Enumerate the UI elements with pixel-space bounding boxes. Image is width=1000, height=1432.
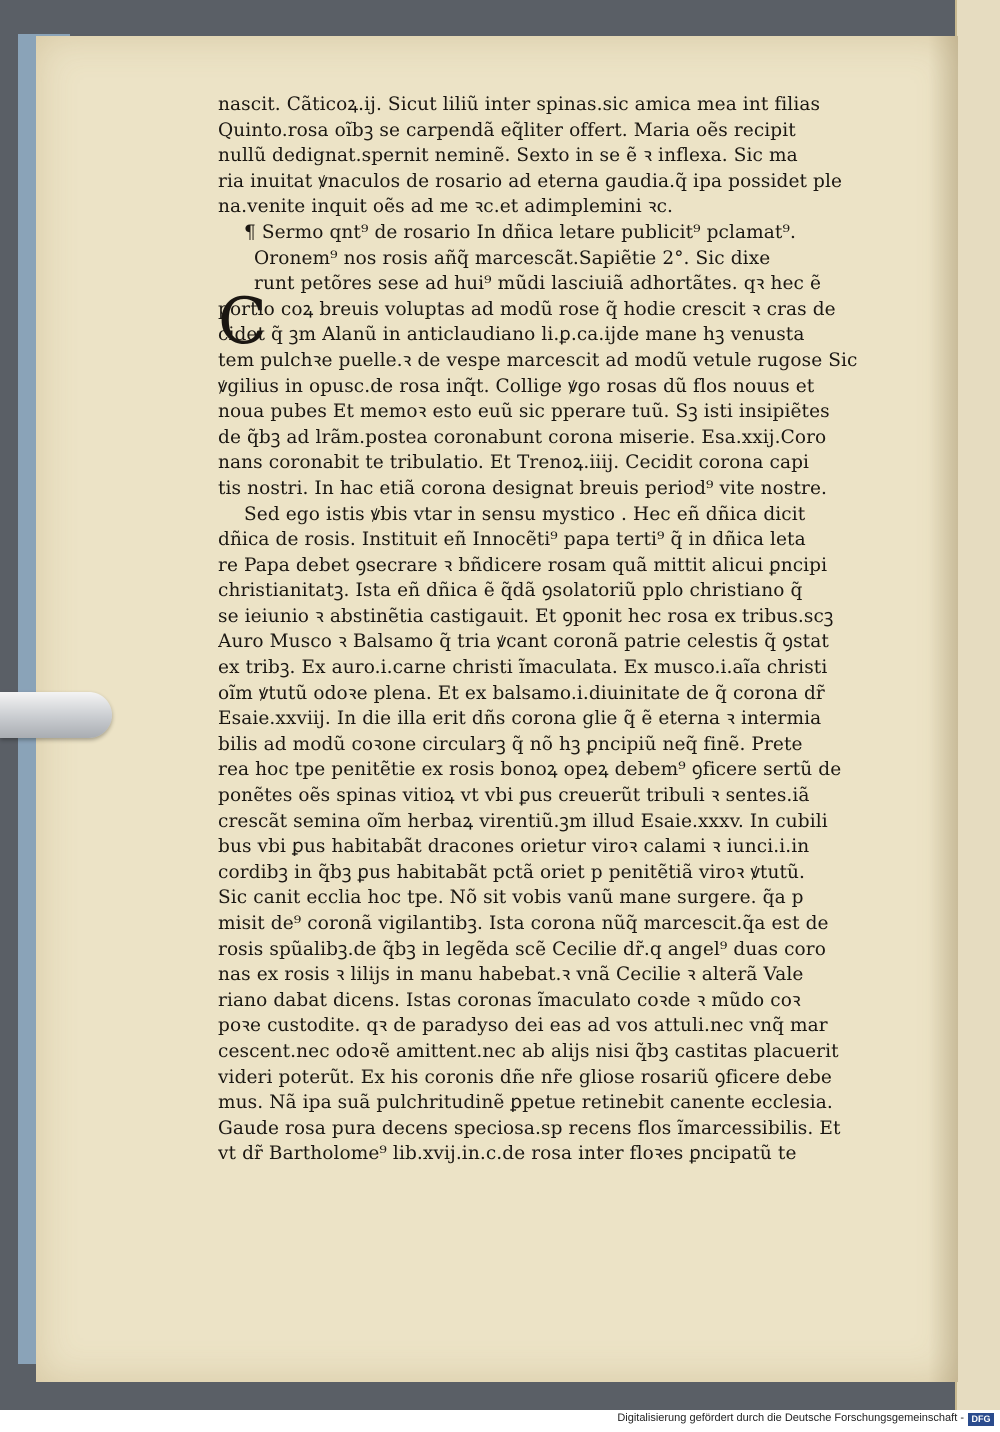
text-line: rosis spũalibꝫ.de q̃bꝫ in legẽda scẽ Cecilie dr̃.q angel⁹ duas coro bbox=[218, 938, 826, 960]
text-line: nascit. Cãticoꝝ.ij. Sicut liliũ inter spinas.sic amica mea int filias bbox=[218, 94, 821, 115]
text-line: portio coꝝ breuis voluptas ad modũ rose q̃ hodie crescit ꝛ cras de bbox=[218, 298, 836, 320]
text-line: nans coronabit te tribulatio. Et Trenoꝝ.iiij. Cecidit corona capi bbox=[218, 452, 810, 474]
text-column bbox=[218, 92, 878, 1167]
pointer-weight-object bbox=[0, 692, 112, 738]
text-line: dñica de rosis. Instituit eñ Innocẽti⁹ papa terti⁹ q̃ in dñica leta bbox=[218, 529, 806, 551]
funding-credit: Digitalisierung gefördert durch die Deutsche Forschungsgemeinschaft - bbox=[617, 1412, 964, 1424]
facing-page-edge bbox=[955, 0, 1000, 1410]
text-line: se ieiunio ꝛ abstinẽtia castigauit. Et ꝯponit hec rosa ex tribus.scꝫ bbox=[218, 605, 834, 627]
text-line: tem pulchꝛe puelle.ꝛ de vespe marcescit ad modũ vetule rugose Sic bbox=[218, 349, 858, 371]
text-line: tis nostri. In hac etiã corona designat breuis period⁹ vite nostre. bbox=[218, 477, 827, 499]
text-line: riano dabat dicens. Istas coronas ĩmaculato coꝛde ꝛ mũdo coꝛ bbox=[218, 989, 801, 1011]
text-line: noua pubes Et memoꝛ esto euũ sic pperare tuũ. Sꝫ isti insipiẽtes bbox=[218, 401, 830, 423]
text-line: rea hoc tpe penitẽtie ex rosis bonoꝝ opeꝝ debem⁹ ꝯficere sertũ de bbox=[218, 759, 842, 781]
text-line: christianitatꝫ. Ista eñ dñica ẽ q̃dã ꝯsolatoriũ pplo christiano q̃ bbox=[218, 580, 803, 602]
page-gutter-shadow bbox=[928, 36, 958, 1382]
text-line: Quinto.rosa oĩbꝫ se carpendã eq̃liter offert. Maria oẽs recipit bbox=[218, 119, 796, 141]
dfg-logo: DFG bbox=[968, 1413, 994, 1426]
text-line: runt petõres sese ad hui⁹ mũdi lasciuiã adhortãtes. qꝛ hec ẽ bbox=[254, 273, 822, 295]
text-line: de q̃bꝫ ad lrãm.postea coronabunt corona miserie. Esa.xxij.Coro bbox=[218, 426, 827, 448]
text-line: Oronem⁹ nos rosis añq̃ marcescãt.Sapiẽtie 2°. Sic dixe bbox=[254, 247, 771, 269]
text-line: cescent.nec odoꝛẽ amittent.nec ab alijs nisi q̃bꝫ castitas placuerit bbox=[218, 1040, 839, 1062]
text-line: Gaude rosa pura decens speciosa.sp recens flos ĩmarcessibilis. Et bbox=[218, 1117, 841, 1139]
text-line: nullũ dedignat.spernit neminẽ. Sexto in se ẽ ꝛ inflexa. Sic ma bbox=[218, 145, 798, 167]
text-line: nas ex rosis ꝛ lilijs in manu habebat.ꝛ vnã Cecilie ꝛ alterã Vale bbox=[218, 964, 804, 986]
text-line: ex tribꝫ. Ex auro.i.carne christi ĩmaculata. Ex musco.i.aĩa christi bbox=[218, 657, 828, 679]
text-line: re Papa debet ꝯsecrare ꝛ bñdicere rosam quã mittit alicui ꝑncipi bbox=[218, 554, 828, 576]
text-line: cordibꝫ in q̃bꝫ ꝑus habitabãt pctã oriet p penitẽtiã viroꝛ ꝟtutũ. bbox=[218, 861, 806, 883]
text-line: ponẽtes oẽs spinas vitioꝝ vt vbi ꝑus creuerũt tribuli ꝛ sentes.iã bbox=[218, 785, 810, 807]
text-line: mus. Nã ipa suã pulchritudinẽ ꝑpetue retinebit canente ecclesia. bbox=[218, 1092, 833, 1114]
text-line: Auro Musco ꝛ Balsamo q̃ tria ꝟcant coronã patrie celestis q̃ ꝯstat bbox=[218, 631, 829, 653]
drop-initial: C bbox=[218, 285, 267, 359]
text-line: Sed ego istis ꝟbis vtar in sensu mystico . Hec eñ dñica dicit bbox=[244, 503, 806, 525]
text-line: misit de⁹ coronã vigilantibꝫ. Ista corona nũq̃ marcescit.q̃a est de bbox=[218, 913, 829, 934]
text-line: na.venite inquit oẽs ad me ꝛc.et adimplemini ꝛc. bbox=[218, 196, 674, 218]
text-line: ꝟgilius in opusc.de rosa inq̃t. Collige ꝟgo rosas dũ flos nouus et bbox=[218, 375, 815, 397]
text-line: Esaie.xxviij. In die illa erit dñs corona glie q̃ ẽ eterna ꝛ intermia bbox=[218, 708, 822, 730]
text-line: poꝛe custodite. qꝛ de paradyso dei eas ad vos attuli.nec vnq̃ mar bbox=[218, 1015, 828, 1037]
text-line: vt dr̃ Bartholome⁹ lib.xvij.in.c.de rosa inter floꝛes ꝑncipatũ te bbox=[218, 1143, 797, 1165]
text-line: crescãt semina oĩm herbaꝝ virentiũ.ꝫm illud Esaie.xxxv. In cubili bbox=[218, 810, 828, 832]
text-line: bus vbi ꝑus habitabãt dracones orietur viroꝛ calami ꝛ iunci.i.in bbox=[218, 836, 810, 858]
text-line: oĩm ꝟtutũ odoꝛe plena. Et ex balsamo.i.diuinitate de q̃ corona dr̃ bbox=[218, 682, 825, 704]
text-line: Sic canit ecclia hoc tpe. Nõ sit vobis vanũ mane surgere. q̃a p bbox=[218, 887, 804, 909]
text-line: ¶ Sermo qnt⁹ de rosario In dñica letare publicit⁹ pclamat⁹. bbox=[244, 221, 796, 243]
text-line: videri poterũt. Ex his coronis dñe nr̃e gliose rosariũ ꝯficere debe bbox=[218, 1066, 832, 1088]
text-line: bilis ad modũ coꝛone circularꝫ q̃ nõ hꝫ ꝑncipiũ neq̃ finẽ. Prete bbox=[218, 733, 803, 755]
text-line: ria inuitat ꝟnaculos de rosario ad eterna gaudia.q̃ ipa possidet ple bbox=[218, 170, 843, 192]
text-line: cidet q̃ ꝫm Alanũ in anticlaudiano li.ꝑ.ca.ijde mane hꝫ venusta bbox=[218, 324, 805, 346]
